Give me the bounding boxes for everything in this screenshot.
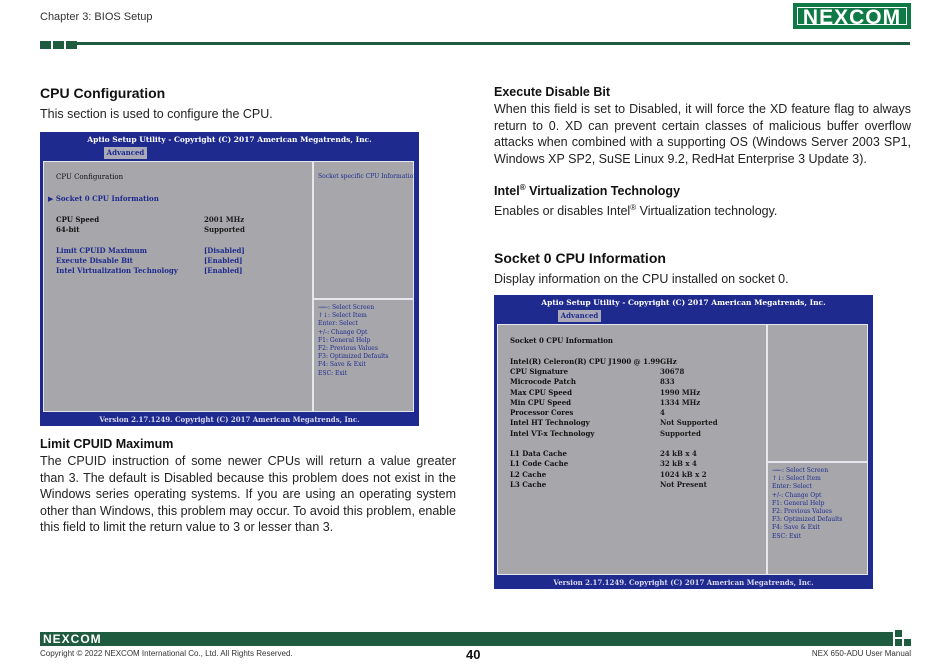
cpu-config-desc: This section is used to configure the CPU. (40, 107, 273, 121)
key-item: F4: Save & Exit (318, 361, 366, 369)
key-item: +/-: Change Opt (318, 328, 368, 336)
key-item: ESC: Exit (318, 369, 348, 377)
help-text: Socket specific CPU Information (318, 173, 418, 180)
bios-heading: Socket 0 CPU Information (510, 336, 613, 345)
info-label: CPU Signature (510, 367, 569, 376)
key-item: ↑↓: Select Item (318, 312, 367, 320)
key-item: F3: Optimized Defaults (772, 516, 843, 524)
info-value: 30678 (660, 367, 685, 376)
key-item: +/-: Change Opt (772, 491, 822, 499)
nexcom-logo: NEXCOM (793, 3, 911, 29)
cache-label: L2 Cache (510, 470, 547, 479)
key-item: →←: Select Screen (318, 304, 375, 311)
key-item: F3: Optimized Defaults (318, 353, 389, 361)
limit-cpuid-value[interactable]: [Disabled] (204, 246, 245, 255)
bios-footer: Version 2.17.1249. Copyright (C) 2017 American Megatrends, Inc. (553, 578, 814, 587)
bios-main-panel (497, 324, 767, 575)
execute-disable-desc: When this field is set to Disabled, it will force the XD feature flag to always return to 0. XD can prevent certain classes of malicious buffer overflow attacks when combined with a supporting OS (Windows Server 2003 SP1, Windows XP SP2, SuSE Linux 9.2, RedHat Enterprise 3 Update 3). (494, 102, 911, 166)
bios-help-panel (313, 161, 418, 299)
cache-value: Not Present (660, 480, 707, 489)
bios-main-panel (43, 161, 313, 412)
execute-disable-heading: Execute Disable Bit (494, 85, 611, 99)
manual-title: NEX 650-ADU User Manual (811, 649, 911, 658)
info-label: Min CPU Speed (510, 398, 572, 407)
info-value: 4 (660, 408, 665, 417)
cpu-speed-label: CPU Speed (56, 215, 100, 224)
tab-advanced[interactable]: Advanced (104, 147, 147, 159)
cache-label: L1 Data Cache (510, 449, 567, 458)
bios-keys-panel (767, 462, 868, 575)
bios-help-panel (767, 324, 868, 462)
chapter-title: Chapter 3: BIOS Setup (40, 11, 153, 23)
bit64-label: 64-bit (56, 225, 80, 234)
bios-heading: CPU Configuration (56, 173, 124, 181)
key-item: F4: Save & Exit (772, 524, 820, 532)
footer-squares (895, 630, 911, 646)
info-label: Intel VT-x Technology (510, 429, 595, 438)
info-value: 1334 MHz (660, 398, 701, 407)
key-item: F1: General Help (772, 499, 825, 507)
key-item: ESC: Exit (772, 532, 802, 540)
tab-advanced[interactable]: Advanced (558, 310, 601, 322)
key-legend (772, 467, 843, 541)
limit-cpuid-heading: Limit CPUID Maximum (40, 437, 174, 451)
info-label: Intel HT Technology (510, 418, 590, 427)
bios-footer: Version 2.17.1249. Copyright (C) 2017 American Megatrends, Inc. (99, 415, 360, 424)
copyright: Copyright © 2022 NEXCOM International Co., Ltd. All Rights Reserved. (40, 649, 293, 658)
vt-heading: Intel® Virtualization Technology (494, 183, 681, 199)
key-item: Enter: Select (772, 483, 812, 491)
bios-screen-cpu-config (40, 132, 419, 426)
footer-bar (40, 632, 893, 646)
bios-title: Aptio Setup Utility - Copyright (C) 2017 American Megatrends, Inc. (541, 298, 826, 307)
limit-cpuid-desc: The CPUID instruction of some newer CPUs will return a value greater than 3. The default is Disabled because this problem does not exist in the Windows series operating systems. If you are using an operating system other than Windows, this problem may occur. To avoid this problem, enable this field to limit the return value to 3 or lesser than 3. (40, 454, 456, 534)
key-legend (318, 304, 389, 378)
info-value: Not Supported (660, 418, 718, 427)
info-value: Supported (660, 429, 701, 438)
key-item: F1: General Help (318, 336, 371, 344)
info-value: 1990 MHz (660, 388, 701, 397)
execute-disable-label[interactable]: Execute Disable Bit (56, 256, 133, 265)
key-item: F2: Previous Values (772, 508, 832, 516)
cache-value: 32 kB x 4 (660, 459, 697, 468)
key-item: ↑↓: Select Item (772, 475, 821, 483)
socket-heading: Socket 0 CPU Information (494, 250, 666, 266)
cpu-speed-value: 2001 MHz (204, 215, 245, 224)
submenu-socket-cpu-info[interactable]: ▶ Socket 0 CPU Information (48, 194, 159, 203)
info-label: Max CPU Speed (510, 388, 573, 397)
info-label: Microcode Patch (510, 377, 576, 386)
vt-label[interactable]: Intel Virtualization Technology (56, 266, 178, 275)
cache-label: L1 Code Cache (510, 459, 569, 468)
key-item: →←: Select Screen (772, 467, 829, 474)
bios-title: Aptio Setup Utility - Copyright (C) 2017 American Megatrends, Inc. (87, 135, 372, 144)
cpu-name: Intel(R) Celeron(R) CPU J1900 @ 1.99GHz (510, 357, 677, 366)
info-label: Processor Cores (510, 408, 574, 417)
cpu-config-heading: CPU Configuration (40, 85, 166, 101)
header-blocks (40, 41, 77, 49)
bios-keys-panel (313, 299, 414, 412)
vt-value[interactable]: [Enabled] (204, 266, 243, 275)
cache-label: L3 Cache (510, 480, 547, 489)
limit-cpuid-label[interactable]: Limit CPUID Maximum (56, 246, 148, 255)
cache-value: 24 kB x 4 (660, 449, 697, 458)
cache-value: 1024 kB x 2 (660, 470, 707, 479)
bios-screen-socket-info (494, 295, 873, 589)
info-value: 833 (660, 377, 675, 386)
footer-logo: NEXCOM (43, 632, 102, 646)
key-item: Enter: Select (318, 320, 358, 328)
execute-disable-value[interactable]: [Enabled] (204, 256, 243, 265)
vt-desc: Enables or disables Intel® Virtualization technology. (494, 203, 778, 219)
socket-desc: Display information on the CPU installed on socket 0. (494, 272, 789, 286)
bit64-value: Supported (204, 225, 245, 234)
key-item: F2: Previous Values (318, 345, 378, 353)
page-number: 40 (466, 647, 481, 662)
header-rule (76, 42, 910, 45)
